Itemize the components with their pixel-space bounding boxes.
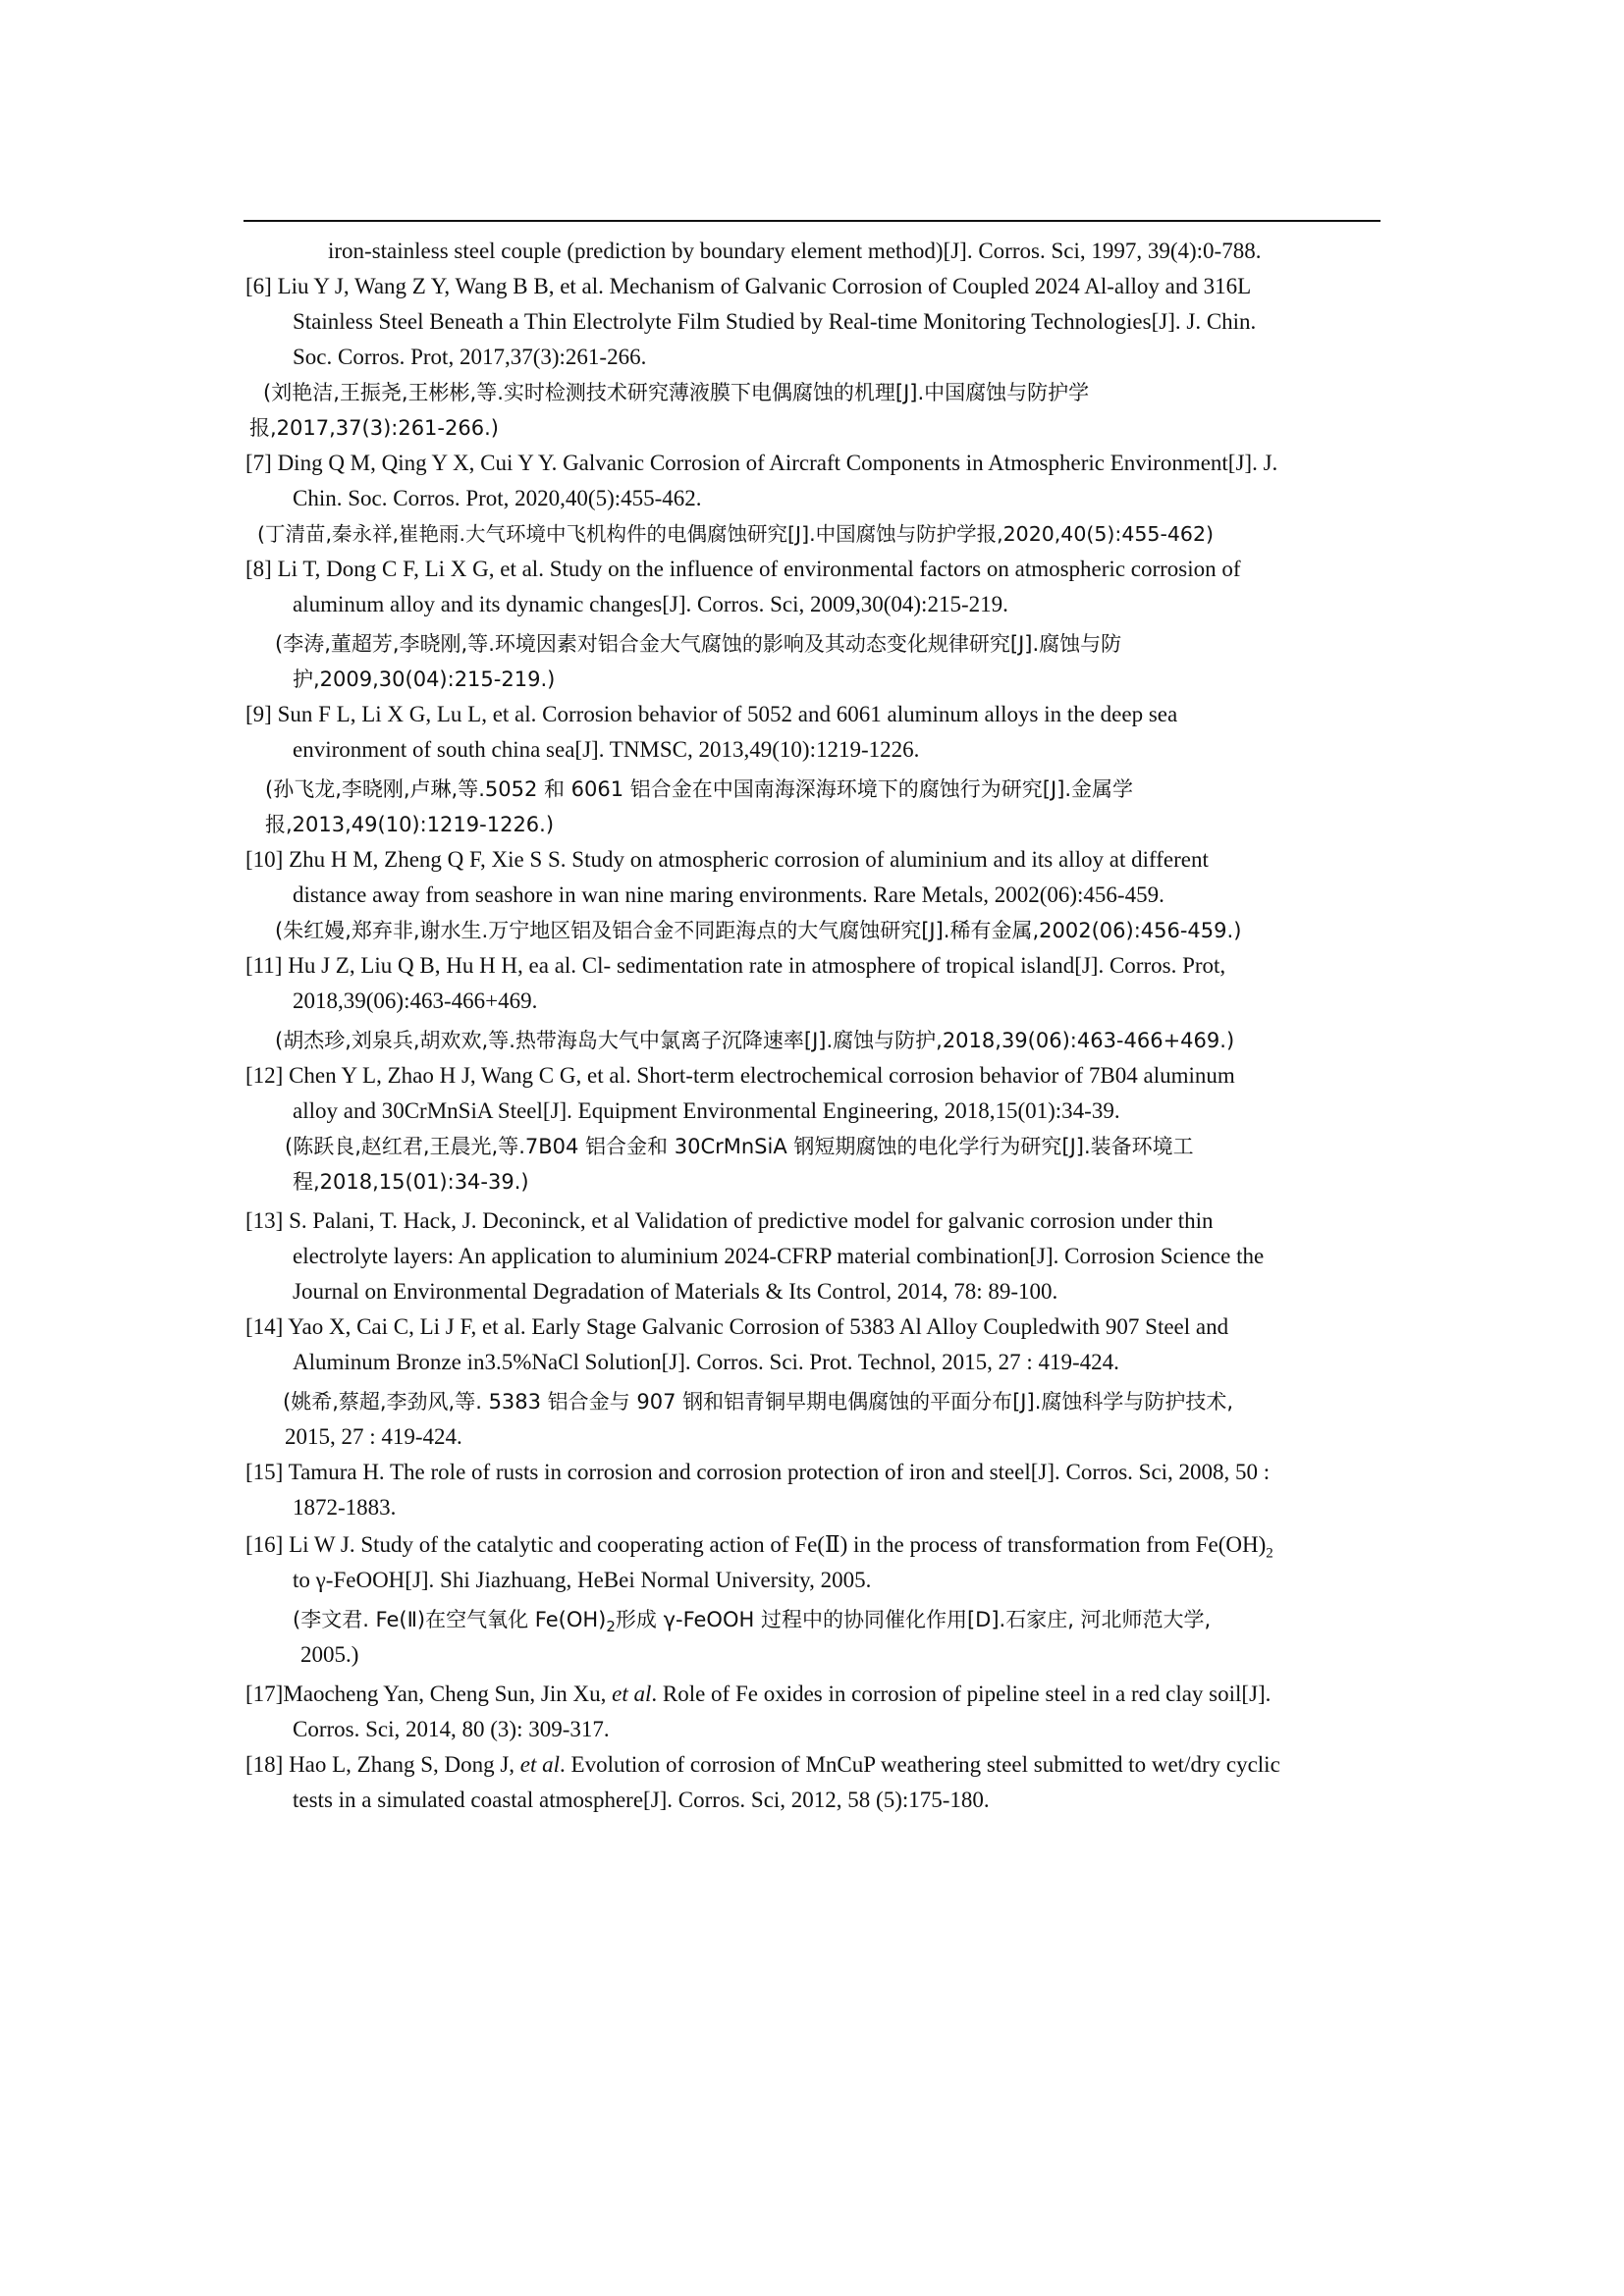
reference-translation: (姚希,蔡超,李劲风,等. 5383 铝合金与 907 钢和铝青铜早期电偶腐蚀的平面分布[J].腐蚀科学与防护技术, <box>283 1390 1234 1414</box>
reference-line-text: [18] Hao L, Zhang S, Dong J, <box>245 1752 520 1777</box>
reference-line-text: . Role of Fe oxides in corrosion of pipeline steel in a red clay soil[J]. <box>651 1682 1272 1706</box>
reference-8 <box>245 552 1384 697</box>
reference-12 <box>245 1058 1384 1200</box>
reference-line: [7] Ding Q M, Qing Y X, Cui Y Y. Galvanic Corrosion of Aircraft Components in Atmospheric Environment[J]. J. <box>245 451 1278 475</box>
reference-line: iron-stainless steel couple (prediction by boundary element method)[J]. Corros. Sci, 1997, 39(4):0-788. <box>328 239 1262 263</box>
reference-line-text: [16] Li W J. Study of the catalytic and cooperating action of Fe(Ⅱ) in the process of transformation from Fe(OH) <box>245 1532 1267 1557</box>
reference-translation: 2015, 27 : 419-424. <box>285 1424 462 1449</box>
reference-line: electrolyte layers: An application to aluminium 2024-CFRP material combination[J]. Corrosion Science the <box>293 1244 1265 1268</box>
reference-line-text: [17]Maocheng Yan, Cheng Sun, Jin Xu, <box>245 1682 613 1706</box>
reference-line: [11] Hu J Z, Liu Q B, Hu H H, ea al. Cl- sedimentation rate in atmosphere of tropical island[J]. Corros. Prot, <box>245 953 1226 978</box>
reference-line: Journal on Environmental Degradation of Materials & Its Control, 2014, 78: 89-100. <box>293 1279 1058 1304</box>
reference-10 <box>245 842 1384 948</box>
reference-16 <box>245 1527 1384 1673</box>
reference-line: 1872-1883. <box>293 1495 397 1520</box>
reference-17 <box>245 1677 1384 1747</box>
reference-line: Chin. Soc. Corros. Prot, 2020,40(5):455-462. <box>293 486 702 510</box>
emphasis: et al <box>612 1682 652 1706</box>
reference-11 <box>245 948 1384 1058</box>
reference-translation: 2005.) <box>300 1642 359 1667</box>
reference-18 <box>245 1747 1384 1818</box>
reference-list <box>245 234 1384 1818</box>
reference-line: environment of south china sea[J]. TNMSC, 2013,49(10):1219-1226. <box>293 737 920 762</box>
reference-line <box>245 1527 1384 1563</box>
reference-translation: (李涛,董超芳,李晓刚,等.环境因素对铝合金大气腐蚀的影响及其动态变化规律研究[J].腐蚀与防 <box>275 632 1122 656</box>
reference-line: Stainless Steel Beneath a Thin Electrolyte Film Studied by Real-time Monitoring Technologies[J]. J. Chin. <box>293 309 1257 334</box>
reference-translation: (孙飞龙,李晓刚,卢琳,等.5052 和 6061 铝合金在中国南海深海环境下的腐蚀行为研究[J].金属学 <box>265 777 1134 801</box>
reference-translation: 报,2017,37(3):261-266.) <box>249 416 499 440</box>
reference-translation: (刘艳洁,王振尧,王彬彬,等.实时检测技术研究薄液膜下电偶腐蚀的机理[J].中国腐蚀与防护学 <box>263 381 1090 404</box>
reference-translation: 护,2009,30(04):215-219.) <box>293 667 556 691</box>
subscript: 2 <box>1266 1545 1273 1562</box>
reference-line: aluminum alloy and its dynamic changes[J]. Corros. Sci, 2009,30(04):215-219. <box>293 592 1008 616</box>
reference-line: tests in a simulated coastal atmosphere[J]. Corros. Sci, 2012, 58 (5):175-180. <box>293 1788 990 1812</box>
reference-line: [13] S. Palani, T. Hack, J. Deconinck, et al Validation of predictive model for galvanic corrosion under thin <box>245 1208 1214 1233</box>
reference-14 <box>245 1309 1384 1455</box>
reference-translation: (胡杰珍,刘泉兵,胡欢欢,等.热带海岛大气中氯离子沉降速率[J].腐蚀与防护,2018,39(06):463-466+469.) <box>275 1029 1235 1052</box>
header-rule <box>244 220 1380 222</box>
reference-15 <box>245 1455 1384 1525</box>
reference-line: distance away from seashore in wan nine maring environments. Rare Metals, 2002(06):456-459. <box>293 882 1164 907</box>
reference-translation: 报,2013,49(10):1219-1226.) <box>265 813 555 836</box>
reference-translation: (朱红嫚,郑弃非,谢水生.万宁地区铝及铝合金不同距海点的大气腐蚀研究[J].稀有金属,2002(06):456-459.) <box>275 919 1242 942</box>
reference-line: [12] Chen Y L, Zhao H J, Wang C G, et al. Short-term electrochemical corrosion behavior of 7B04 aluminum <box>245 1063 1235 1088</box>
reference-translation-text: 形成 γ-FeOOH 过程中的协同催化作用[D].石家庄, 河北师范大学, <box>615 1608 1212 1631</box>
reference-line: [14] Yao X, Cai C, Li J F, et al. Early Stage Galvanic Corrosion of 5383 Al Alloy Coupledwith 907 Steel and <box>245 1314 1229 1339</box>
reference-line <box>245 1677 1384 1712</box>
reference-translation <box>293 1602 1384 1637</box>
reference-line: 2018,39(06):463-466+469. <box>293 988 538 1013</box>
reference-line: [15] Tamura H. The role of rusts in corrosion and corrosion protection of iron and steel[J]. Corros. Sci, 2008, 50 : <box>245 1460 1271 1484</box>
reference-7 <box>245 446 1384 552</box>
reference-line: [8] Li T, Dong C F, Li X G, et al. Study on the influence of environmental factors on atmospheric corrosion of <box>245 557 1241 581</box>
reference-line: Corros. Sci, 2014, 80 (3): 309-317. <box>293 1717 610 1741</box>
emphasis: et al <box>519 1752 561 1777</box>
reference-translation: (陈跃良,赵红君,王晨光,等.7B04 铝合金和 30CrMnSiA 钢短期腐蚀的电化学行为研究[J].装备环境工 <box>285 1135 1194 1158</box>
subscript: 2 <box>606 1618 616 1636</box>
reference-line: [6] Liu Y J, Wang Z Y, Wang B B, et al. Mechanism of Galvanic Corrosion of Coupled 2024 Al-alloy and 316L <box>245 274 1252 298</box>
reference-9 <box>245 697 1384 842</box>
reference-13 <box>245 1203 1384 1309</box>
reference-line: alloy and 30CrMnSiA Steel[J]. Equipment Environmental Engineering, 2018,15(01):34-39. <box>293 1098 1120 1123</box>
reference-translation-text: (李文君. Fe(Ⅱ)在空气氧化 Fe(OH) <box>293 1608 607 1631</box>
reference-line: Aluminum Bronze in3.5%NaCl Solution[J]. Corros. Sci. Prot. Technol, 2015, 27 : 419-424. <box>293 1350 1119 1374</box>
reference-line: [10] Zhu H M, Zheng Q F, Xie S S. Study on atmospheric corrosion of aluminium and its alloy at different <box>245 847 1209 872</box>
reference-translation: 程,2018,15(01):34-39.) <box>293 1170 529 1194</box>
reference-line: Soc. Corros. Prot, 2017,37(3):261-266. <box>293 345 647 369</box>
reference-line: to γ-FeOOH[J]. Shi Jiazhuang, HeBei Normal University, 2005. <box>293 1568 872 1592</box>
reference-6 <box>245 269 1384 446</box>
reference-line: [9] Sun F L, Li X G, Lu L, et al. Corrosion behavior of 5052 and 6061 aluminum alloys in the deep sea <box>245 702 1178 726</box>
reference-line <box>245 1747 1384 1783</box>
reference-line-text: . Evolution of corrosion of MnCuP weathering steel submitted to wet/dry cyclic <box>560 1752 1280 1777</box>
reference-translation: (丁清苗,秦永祥,崔艳雨.大气环境中飞机构件的电偶腐蚀研究[J].中国腐蚀与防护学报,2020,40(5):455-462) <box>257 522 1214 546</box>
reference-continued <box>245 234 1384 269</box>
